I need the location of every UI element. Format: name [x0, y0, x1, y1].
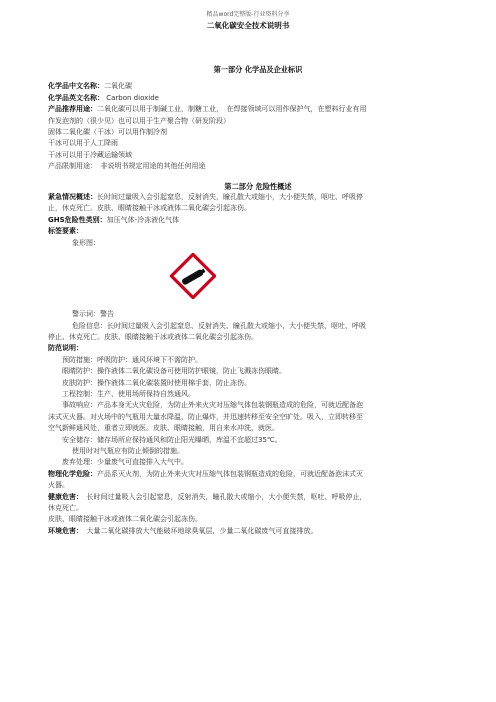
response-line1: 事故响应：产品本身无火灾危险，为防止外来火灾对压缩气体包装钢瓶造成的危险，可就近配备泡 — [62, 401, 363, 410]
emergency-row — [48, 192, 468, 203]
health-label: 健康危害： — [48, 492, 80, 501]
prevention-4: 工程控制：生产、使用场所保持自然通风。 — [62, 389, 195, 398]
health-row — [48, 492, 468, 503]
gas-cylinder-icon — [170, 253, 216, 299]
hazard-line1: 危险信息：长时间过量吸入会引起窒息、反射消失、瞳孔散大或缩小、大小便失禁、呕吐、呼吸 — [72, 321, 366, 330]
ghs-label: GHS危险性类别： — [48, 215, 107, 224]
use-line2: 作发泡剂的（很少见）也可以用于生产聚合物（研发阶段） — [48, 116, 230, 125]
use-line3: 固体二氧化碳（干冰）可以用作制冷剂 — [48, 128, 167, 137]
en-name-label: 化学品英文名称： — [48, 93, 104, 102]
health-line1: 长时间过量吸入会引起窒息，反射消失，瞳孔散大或缩小，大小便失禁，呕吐、呼吸停止， — [79, 492, 367, 501]
part2-heading: 第二部分 危险性概述 — [224, 181, 292, 191]
phys-line2: 火器。 — [48, 481, 69, 490]
health-line2: 休克死亡。 — [48, 504, 83, 512]
part1-heading: 第一部分 化学品及企业标识 — [213, 65, 303, 74]
emergency-line2: 止，休克死亡。皮肤、眼睛接触干冰或液体二氧化碳会引起冻伤。 — [48, 204, 251, 213]
en-name-value: Carbon dioxide — [106, 93, 159, 102]
env-row — [48, 526, 468, 537]
ghs-value: 加压气体-冷冻液化气体 — [106, 215, 180, 224]
response-line3: 空气新鲜通风处，重者立即就医。皮肤、眼睛接触，用自来水冲洗，就医。 — [48, 424, 279, 433]
document-body — [48, 64, 468, 537]
use-line1: 二氧化碳可以用于制碱工业，制糖工业， 在焊接领域可以用作保护气，在塑料行业有用 — [97, 105, 367, 114]
hazard-line2: 停止、休克死亡。皮肤、眼睛接触干冰或液体二氧化碳会引起冻伤。 — [48, 332, 258, 341]
page-header: 精品word完整版-行业资料分享 — [206, 11, 290, 18]
document-title: 二氧化碳安全技术说明书 — [206, 21, 290, 30]
use-label: 产品推荐用途： — [48, 105, 97, 114]
restrict-label: 产品限制用途： — [48, 162, 94, 171]
emergency-label: 紧急情况概述： — [48, 193, 97, 202]
storage-line2: 使用时对气瓶应有防止倾倒的措施。 — [72, 446, 184, 455]
restrict-row — [48, 161, 468, 172]
use-line5: 干冰可以用于冷藏运输领域 — [48, 150, 132, 159]
prevention-2: 眼睛防护：操作液体二氧化碳设备可使用防护眼镜，防止飞溅冻伤眼睛。 — [62, 367, 286, 376]
en-name-row — [48, 93, 468, 104]
use-line4: 干冰可以用于人工降雨 — [48, 139, 118, 148]
cn-name-row — [48, 81, 468, 92]
storage-line1: 安全储存：储存场所应保持通风和防止阳光曝晒，库温不宜超过35℃。 — [62, 435, 282, 444]
use-row — [48, 104, 468, 115]
phys-label: 物理化学危险： — [48, 469, 97, 478]
phys-line1: 产品系灭火剂，为防止外来火灾对压缩气体包装钢瓶造成的危险，可就近配备泡沫式灭 — [97, 469, 363, 478]
emergency-line1: 长时间过量吸入会引起窒息，反射消失，瞳孔散大或缩小，大小便失禁，呕吐、呼吸停 — [97, 193, 363, 202]
signal-row — [48, 309, 468, 320]
prevention-heading: 防范说明： — [48, 344, 83, 353]
env-label: 环境危害： — [48, 526, 80, 535]
cn-name-value: 二氧化碳 — [104, 82, 132, 91]
restrict-value: 非说明书规定用途的其他任何用途 — [93, 162, 206, 171]
pictogram-area — [48, 249, 468, 309]
prevention-1: 预防措施：呼吸防护：通风环境下不需防护。 — [62, 355, 202, 364]
prevention-3: 皮肤防护：操作液体二氧化碳装置时使用棉手套，防止冻伤。 — [62, 378, 251, 387]
env-value: 大量二氧化碳排放大气能破坏地球臭氧层，少量二氧化碳废气可直接排放。 — [79, 526, 318, 535]
phys-row — [48, 469, 468, 480]
label-elements-heading: 标签要素： — [48, 227, 83, 236]
response-line2: 沫式灭火器。对火场中的气瓶用大量水降温，防止爆炸，并迅速转移至安全空旷处。吸入，立即转移至 — [48, 412, 363, 421]
disposal-line: 废弃处理：少量废气可直接排入大气中。 — [62, 458, 188, 467]
ghs-row — [48, 215, 468, 226]
pictogram-label: 象形图： — [72, 238, 100, 247]
cn-name-label: 化学品中文名称： — [48, 82, 104, 91]
signal-value: 警告 — [100, 310, 114, 319]
signal-label: 警示词： — [72, 310, 100, 319]
health-line3: 皮肤、眼睛接触干冰或液体二氧化碳会引起冻伤。 — [48, 515, 202, 524]
